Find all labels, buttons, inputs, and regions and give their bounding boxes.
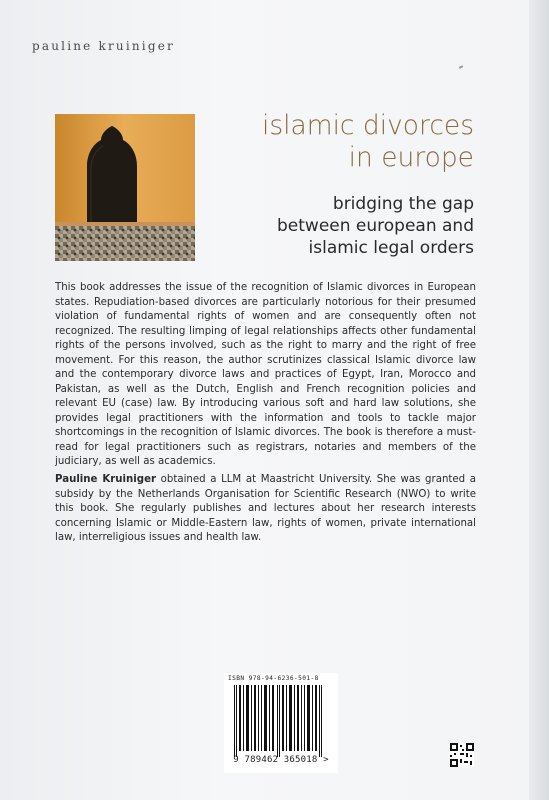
book-description: This book addresses the issue of the recognition of Islamic divorces in European states. Repudiation-based divorces are particularly notorious for their presumed violation of fundamental rights of women and are consequently often not recognized. The resulting limping of legal relationships affects other fundamental rights of the persons involved, such as the right to marry and the right of free movement. For this reason, the author scrutinizes classical Islamic divorce law and the contemporary divorce laws and practices of Egypt, Iran, Morocco and Pakistan, as well as the Dutch, English and French recognition policies and relevant EU (case) law. By introducing various soft and hard law solutions, she provides legal practitioners with the information and tools to tackle major shortcomings in the recognition of Islamic divorces. The book is therefore a must-read for legal practitioners such as registrars, notaries and members of the judiciary, as well as academics. xyxy=(55,282,476,467)
barcode-bars xyxy=(228,685,334,757)
title-line-1: islamic divorces xyxy=(261,110,474,141)
book-subtitle xyxy=(277,193,474,259)
bio-author-name: Pauline Kruiniger xyxy=(55,474,157,485)
subtitle-line-1: bridging the gap xyxy=(332,194,474,214)
cover-photo xyxy=(55,114,195,261)
isbn-barcode xyxy=(224,673,338,773)
bio-text: obtained a LLM at Maastricht University. She was granted a subsidy by the Netherlands Organisation for Scientific Research (NWO) to write this book. She regularly publishes and lectures about her research interests concerning Islamic or Middle-Eastern law, rights of women, private international law, interreligious issues and health law. xyxy=(55,474,476,543)
book-title xyxy=(262,110,474,174)
qr-code xyxy=(450,743,474,767)
isbn-label: ISBN 978-94-6236-501-8 xyxy=(228,675,319,682)
barcode-digits: 9 789462 365018 > xyxy=(233,755,329,765)
author-bio xyxy=(55,473,476,546)
author-name: pauline kruiniger xyxy=(32,39,175,53)
book-edge xyxy=(529,0,549,800)
subtitle-line-3: islamic legal orders xyxy=(308,238,474,258)
subtitle-line-2: between european and xyxy=(277,216,474,236)
title-line-2: in europe xyxy=(348,142,474,173)
